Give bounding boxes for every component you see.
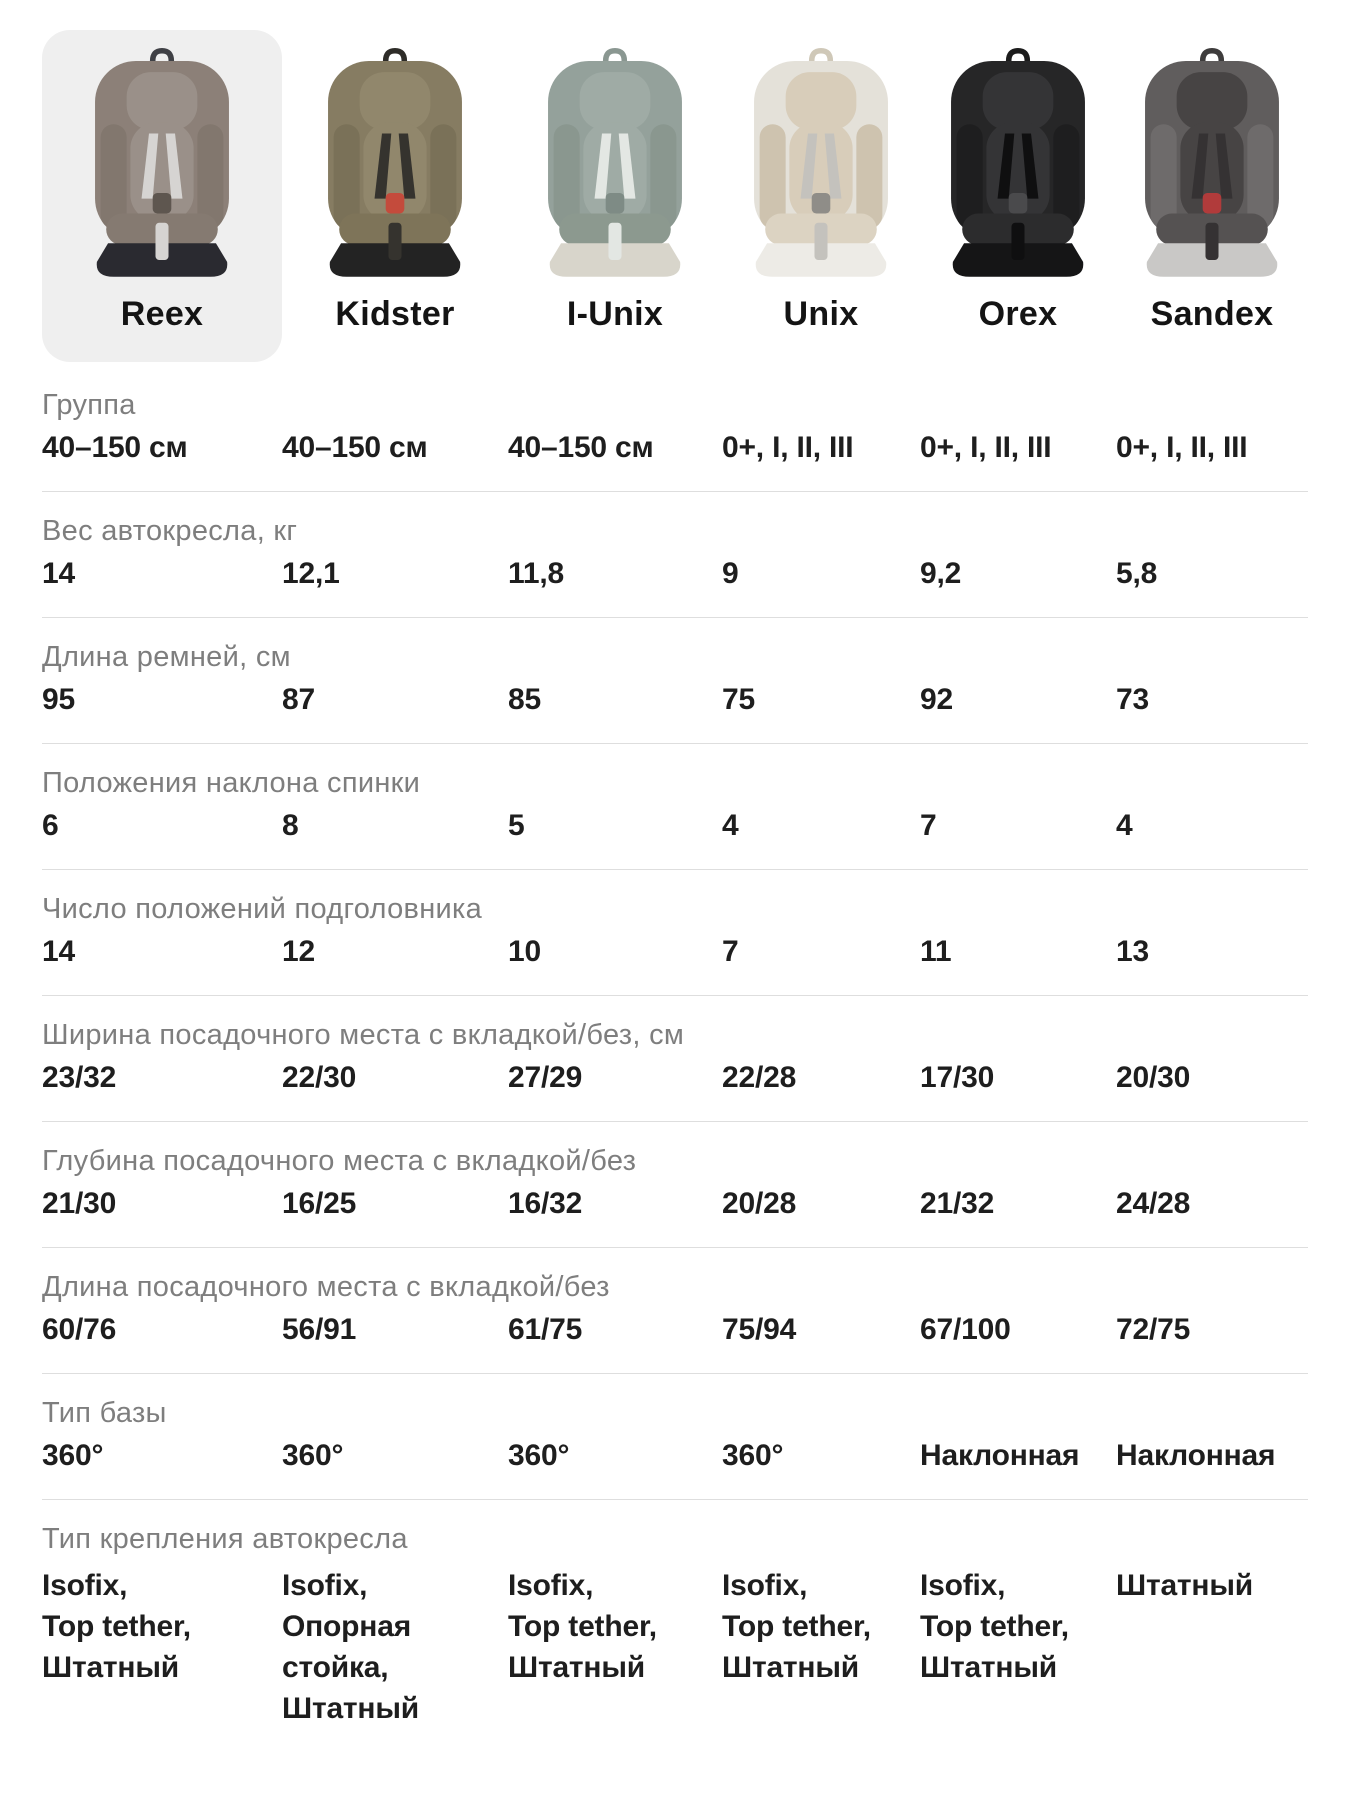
car-seat-image-sandex: [1119, 46, 1305, 288]
spec-label: Ширина посадочного места с вкладкой/без, см: [42, 1019, 685, 1051]
spec-value: 27/29: [508, 1061, 583, 1094]
spec-value: 9: [722, 557, 739, 590]
seat-wing-right: [1247, 124, 1273, 228]
seat-headrest: [983, 72, 1054, 130]
car-seat-image-reex: [69, 46, 255, 288]
seat-wing-left: [760, 124, 786, 228]
seat-headrest: [786, 72, 857, 130]
spec-value: 360°: [722, 1439, 784, 1472]
seat-headrest: [1177, 72, 1248, 130]
spec-value: 11,8: [508, 557, 564, 590]
spec-value: 16/32: [508, 1187, 583, 1220]
spec-row-mount-type: [42, 1500, 1308, 1755]
spec-value: 12,1: [282, 557, 340, 590]
spec-value: 23/32: [42, 1061, 117, 1094]
crotch-strap: [608, 223, 621, 260]
spec-value: 24/28: [1116, 1187, 1191, 1220]
spec-row-seat-length: [42, 1248, 1308, 1374]
spec-value: 12: [282, 935, 315, 968]
spec-label: Число положений подголовника: [42, 893, 483, 925]
spec-value: 73: [1116, 683, 1149, 716]
spec-value: 4: [1116, 809, 1133, 842]
seat-wing-right: [856, 124, 882, 228]
spec-value: 20/30: [1116, 1061, 1191, 1094]
spec-label: Вес автокресла, кг: [42, 515, 298, 547]
spec-row-headrest-positions: [42, 870, 1308, 996]
spec-label: Группа: [42, 389, 136, 421]
spec-value: Штатный: [1116, 1569, 1253, 1602]
product-name: Sandex: [1150, 295, 1274, 333]
seat-wing-right: [650, 124, 676, 228]
product-header: [0, 0, 1350, 362]
spec-value: 87: [282, 683, 315, 716]
spec-value: Наклонная: [1116, 1439, 1276, 1472]
product-name: I-Unix: [566, 295, 664, 333]
spec-row-belt-length: [42, 618, 1308, 744]
spec-value: Isofix, Top tether, Штатный: [508, 1569, 657, 1684]
spec-value: 92: [920, 683, 953, 716]
spec-value: 9,2: [920, 557, 962, 590]
spec-value: 8: [282, 809, 299, 842]
harness-buckle: [1203, 193, 1222, 213]
spec-value: 75: [722, 683, 755, 716]
spec-value: 16/25: [282, 1187, 357, 1220]
product-name: Unix: [783, 295, 859, 333]
car-seat-image-unix: [728, 46, 914, 288]
spec-value: 360°: [282, 1439, 344, 1472]
harness-buckle: [812, 193, 831, 213]
seat-wing-left: [957, 124, 983, 228]
spec-value: 40–150 см: [282, 431, 428, 464]
product-card-i-unix[interactable]: [508, 30, 722, 362]
top-tether-hook: [606, 51, 625, 61]
seat-headrest: [580, 72, 651, 130]
harness-buckle: [386, 193, 405, 213]
spec-value: Наклонная: [920, 1439, 1080, 1472]
product-name: Orex: [978, 295, 1058, 333]
product-name: Kidster: [335, 295, 455, 333]
spec-value: 13: [1116, 935, 1149, 968]
spec-table: [0, 362, 1350, 1755]
spec-value: 75/94: [722, 1313, 797, 1346]
spec-value: 6: [42, 809, 59, 842]
top-tether-hook: [1203, 51, 1222, 61]
seat-wing-left: [554, 124, 580, 228]
top-tether-hook: [153, 51, 172, 61]
product-card-reex[interactable]: [42, 30, 282, 362]
spec-value: 21/30: [42, 1187, 117, 1220]
car-seat-image-orex: [925, 46, 1111, 288]
seat-wing-left: [101, 124, 127, 228]
seat-headrest: [360, 72, 431, 130]
crotch-strap: [388, 223, 401, 260]
crotch-strap: [1205, 223, 1218, 260]
product-card-unix[interactable]: [722, 30, 920, 362]
seat-wing-left: [334, 124, 360, 228]
spec-value: 0+, I, II, III: [722, 431, 854, 464]
spec-value: 95: [42, 683, 75, 716]
product-card-orex[interactable]: [920, 30, 1116, 362]
seat-headrest: [127, 72, 198, 130]
seat-wing-right: [1053, 124, 1079, 228]
spec-value: 10: [508, 935, 541, 968]
product-name: Reex: [120, 295, 204, 333]
spec-value: 22/28: [722, 1061, 797, 1094]
spec-value: 85: [508, 683, 541, 716]
harness-buckle: [153, 193, 172, 213]
spec-value: 40–150 см: [42, 431, 188, 464]
spec-value: 17/30: [920, 1061, 995, 1094]
spec-value: 360°: [508, 1439, 570, 1472]
spec-value: 56/91: [282, 1313, 357, 1346]
spec-row-recline-positions: [42, 744, 1308, 870]
spec-value: 0+, I, II, III: [920, 431, 1052, 464]
spec-row-seat-width: [42, 996, 1308, 1122]
spec-value: 67/100: [920, 1313, 1011, 1346]
top-tether-hook: [386, 51, 405, 61]
spec-row-base-type: [42, 1374, 1308, 1500]
spec-value: 4: [722, 809, 739, 842]
spec-value: 14: [42, 557, 75, 590]
spec-label: Положения наклона спинки: [42, 767, 421, 799]
spec-value: 360°: [42, 1439, 104, 1472]
spec-value: 72/75: [1116, 1313, 1191, 1346]
crotch-strap: [814, 223, 827, 260]
harness-buckle: [1009, 193, 1028, 213]
crotch-strap: [1011, 223, 1024, 260]
spec-value: 0+, I, II, III: [1116, 431, 1248, 464]
spec-value: 20/28: [722, 1187, 797, 1220]
spec-row-weight: [42, 492, 1308, 618]
spec-row-seat-depth: [42, 1122, 1308, 1248]
seat-wing-left: [1151, 124, 1177, 228]
seat-wing-right: [197, 124, 223, 228]
spec-row-group: [42, 366, 1308, 492]
spec-label: Тип базы: [42, 1397, 167, 1429]
product-card-kidster[interactable]: [282, 30, 508, 362]
spec-value: 7: [722, 935, 739, 968]
spec-value: 5: [508, 809, 525, 842]
spec-value: Isofix, Опорная стойка, Штатный: [282, 1569, 419, 1725]
crotch-strap: [155, 223, 168, 260]
seat-wing-right: [430, 124, 456, 228]
spec-value: Isofix, Top tether, Штатный: [42, 1569, 191, 1684]
product-card-sandex[interactable]: [1116, 30, 1308, 362]
harness-buckle: [606, 193, 625, 213]
top-tether-hook: [812, 51, 831, 61]
spec-label: Тип крепления автокресла: [42, 1523, 408, 1555]
spec-value: 60/76: [42, 1313, 117, 1346]
top-tether-hook: [1009, 51, 1028, 61]
spec-value: 14: [42, 935, 75, 968]
spec-value: 40–150 см: [508, 431, 654, 464]
car-seat-image-i-unix: [522, 46, 708, 288]
spec-value: 7: [920, 809, 937, 842]
spec-label: Длина ремней, см: [42, 641, 291, 673]
spec-value: 22/30: [282, 1061, 357, 1094]
spec-value: 61/75: [508, 1313, 583, 1346]
spec-value: 11: [920, 935, 952, 968]
spec-value: Isofix, Top tether, Штатный: [722, 1569, 871, 1684]
spec-label: Глубина посадочного места с вкладкой/без: [42, 1145, 637, 1177]
spec-value: Isofix, Top tether, Штатный: [920, 1569, 1069, 1684]
car-seat-image-kidster: [302, 46, 488, 288]
spec-label: Длина посадочного места с вкладкой/без: [42, 1271, 610, 1303]
spec-value: 21/32: [920, 1187, 995, 1220]
spec-value: 5,8: [1116, 557, 1158, 590]
